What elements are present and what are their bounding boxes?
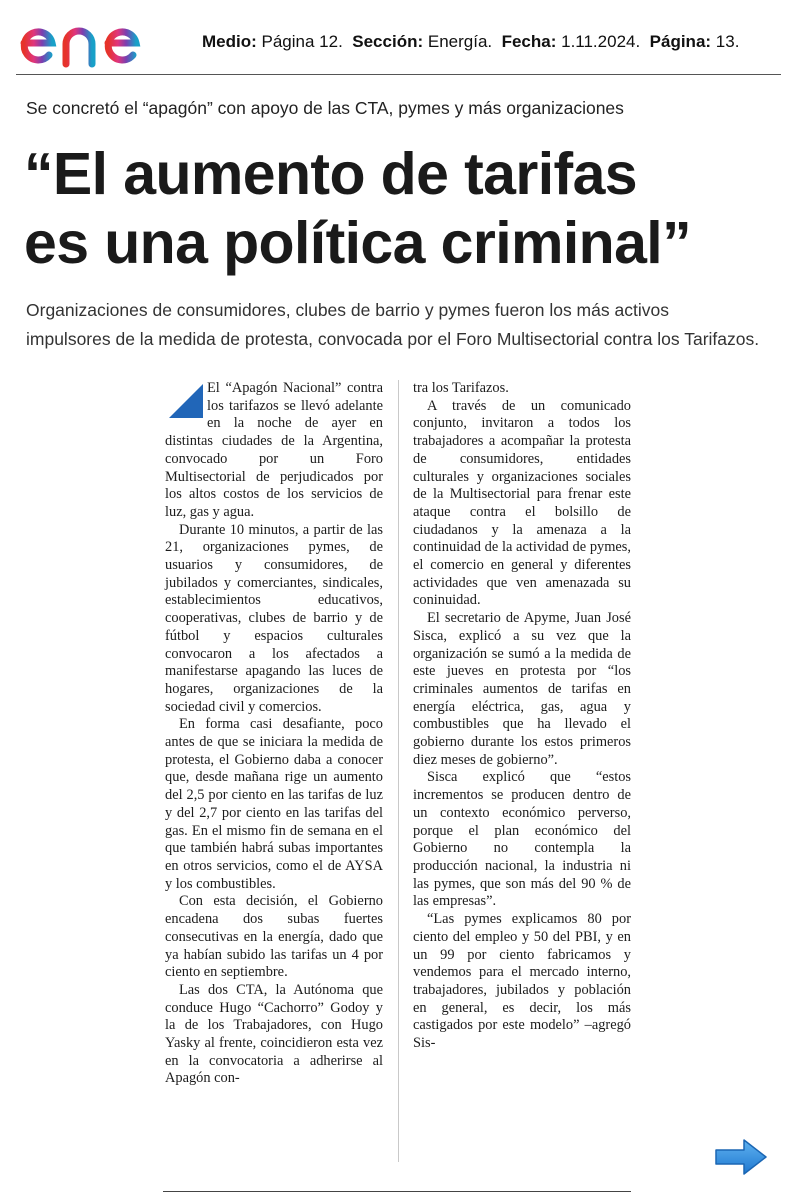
- article-title: [24, 140, 794, 278]
- paragraph: Las dos CTA, la Autónoma que conduce Hugo “Cachorro” Godoy y la de los Trabajadores, con Hugo Yasky al frente, coincidieron esta vez en la convocatoria a adherirse al Apagón con-: [165, 981, 383, 1087]
- publication-meta: [202, 32, 739, 52]
- bottom-divider: [163, 1191, 631, 1192]
- paragraph: En forma casi desafiante, poco antes de que se iniciara la medida de protesta, el Gobierno daba a conocer que, desde mañana rige un aumento del 2,5 por ciento en las tarifas de luz y del 2,7 por ciento en las tarifas del gas. En el mismo fin de semana en el que también habrá subas importantes en otros servicios, como el de AYSA y los combustibles.: [165, 716, 383, 892]
- pagina-label: Página:: [649, 32, 712, 51]
- paragraph: Sisca explicó que “estos incrementos se producen dentro de un contexto económico perverso, porque el plan económico del Gobierno no contempla la producción nacional, la industria ni las pymes, que son más del 90 % de las empresas”.: [413, 769, 631, 910]
- subtitle-line: impulsores de la medida de protesta, convocada por el Foro Multisectorial contra los Tarifazos.: [26, 329, 760, 349]
- paragraph: “Las pymes explicamos 80 por ciento del empleo y 50 del PBI, y en un 99 por ciento fabricamos y vendemos para el mercado interno, trabajadores, jubilados y población en general, es decir, los más castigados por este modelo” –agregó Sis-: [413, 911, 631, 1052]
- column-divider: [398, 380, 399, 1162]
- paragraph: [165, 380, 383, 522]
- paragraph: El secretario de Apyme, Juan José Sisca, explicó a su vez que la organización se sumó a la medida de este jueves en protesta por “los criminales aumentos de tarifas en energía eléctrica, gas, agua y combustibles que ha llevado el gobierno durante los estos primeros diez meses de gobierno”.: [413, 610, 631, 768]
- fecha-label: Fecha:: [501, 32, 557, 51]
- pagina-value: 13.: [715, 32, 740, 51]
- article-column-right: [413, 380, 631, 1053]
- triangle-dropcap-icon: [169, 384, 203, 418]
- enel-logo: [16, 8, 182, 70]
- paragraph: Durante 10 minutos, a partir de las 21, organizaciones pymes, de usuarios y consumidores, de jubilados y comerciantes, sindicales, establecimientos educativos, cooperativas, clubes de barrio y de fútbol y espacios culturales convocaron a los afectados a manifestarse apagando las luces de hogares, organizaciones de la sociedad civil y comercios.: [165, 521, 383, 715]
- article-column-left: [165, 380, 383, 1088]
- subtitle-line: Organizaciones de consumidores, clubes de barrio y pymes fueron los más activos: [26, 300, 669, 320]
- arrow-right-icon[interactable]: [714, 1138, 768, 1176]
- medio-value: Página 12.: [261, 32, 343, 51]
- article-kicker: Se concretó el “apagón” con apoyo de las CTA, pymes y más organizaciones: [26, 98, 624, 118]
- medio-label: Medio:: [202, 32, 257, 51]
- article-subtitle: [26, 296, 796, 354]
- paragraph: A través de un comunicado conjunto, invitaron a todos los trabajadores a acompañar la protesta de consumidores, entidades culturales y organizaciones sociales de la Multisectorial para frenar este ataque contra el bolsillo de ciudadanos y la amenaza a la continuidad de la actividad de pymes, el comercio en general y diferentes actividades que ven amenazada su coninuidad.: [413, 397, 631, 609]
- paragraph-text: El “Apagón Nacional” contra los tarifazos se llevó adelante en la noche de ayer en distintas ciudades de la Argentina, convocado por un Foro Multisectorial de perjudicados por los altos costos de los servicios de luz, gas y agua.: [165, 380, 383, 520]
- fecha-value: 1.11.2024.: [561, 32, 641, 51]
- seccion-value: Energía.: [427, 32, 493, 51]
- paragraph: Con esta decisión, el Gobierno encadena dos subas fuertes consecutivas en la energía, dado que ya habían subido las tarifas un 4 por ciento en septiembre.: [165, 893, 383, 981]
- header-divider: [16, 74, 781, 75]
- title-line: “El aumento de tarifas: [24, 141, 638, 207]
- paragraph: tra los Tarifazos.: [413, 380, 509, 396]
- seccion-label: Sección:: [352, 32, 424, 51]
- title-line: es una política criminal”: [24, 210, 691, 276]
